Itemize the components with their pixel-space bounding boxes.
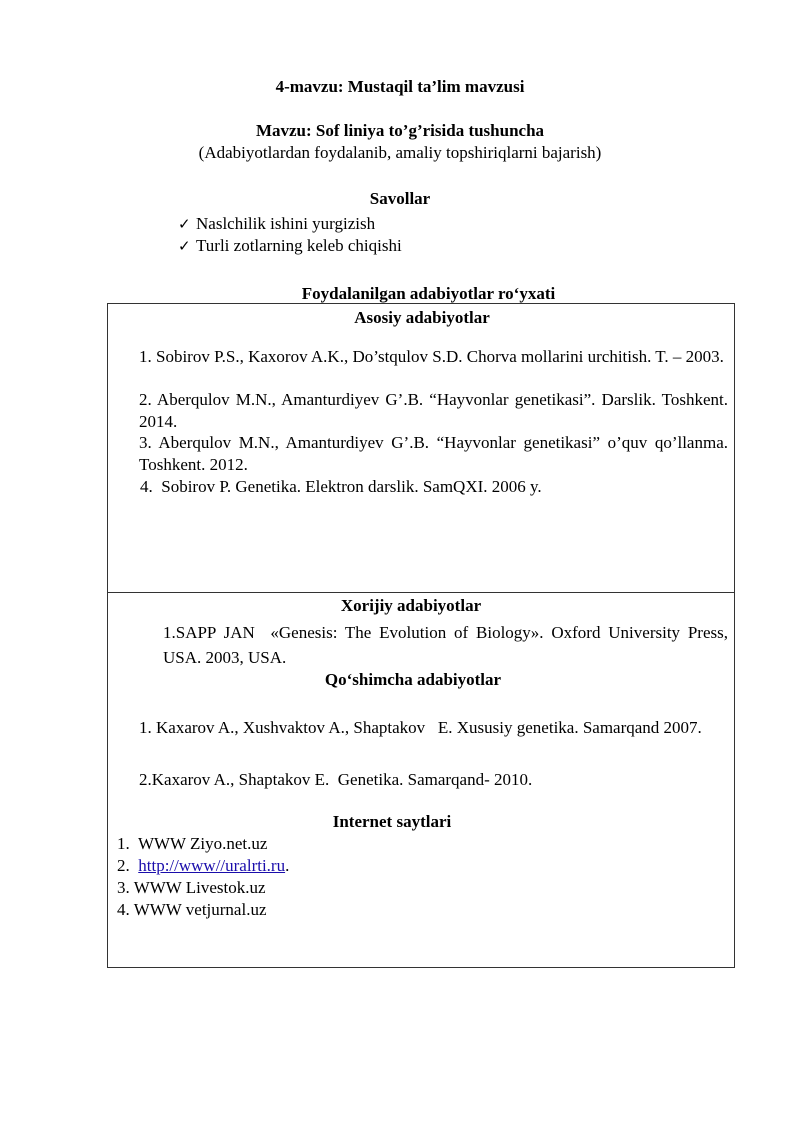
internet-site-text: 1. WWW Ziyo.net.uz: [117, 834, 268, 853]
question-item: [178, 213, 402, 235]
reference-item: 1. Sobirov P.S., Kaxorov A.K., Do’stqulov S.D. Chorva mollarini urchitish. T. – 2003.: [139, 347, 724, 366]
topic-number: 4-mavzu: Mustaqil ta’lim mavzusi: [275, 77, 525, 96]
internet-site-text: 3. WWW Livestok.uz: [117, 878, 266, 897]
reference-item: 1. Kaxarov A., Xushvaktov A., Shaptakov E. Xususiy genetika. Samarqand 2007.: [139, 718, 702, 737]
main-references-box: [107, 303, 735, 592]
references-heading: Foydalanilgan adabiyotlar ro‘yxati: [301, 284, 556, 303]
internet-site-item: [117, 899, 289, 921]
internet-sites-list: [117, 833, 289, 921]
internet-site-punct: .: [285, 856, 290, 875]
other-references-box: [107, 592, 735, 968]
question-item: [178, 235, 402, 257]
questions-list: [178, 213, 402, 257]
reference-item: 2. Aberqulov M.N., Amanturdiyev G’.B. “Hayvonlar genetikasi”. Darslik. Toshkent. 2014.: [139, 390, 728, 431]
topic-subtitle: (Adabiyotlardan foydalanib, amaliy topshiriqlarni bajarish): [198, 143, 602, 162]
additional-references-heading: Qo‘shimcha adabiyotlar: [324, 670, 502, 689]
internet-site-item: [117, 833, 289, 855]
foreign-references-heading: Xorijiy adabiyotlar: [340, 596, 482, 615]
reference-item: 1.SAPP JAN «Genesis: The Evolution of Biology». Oxford University Press, USA. 2003, USA.: [163, 623, 733, 667]
checkmark-icon: ✓: [178, 215, 191, 233]
internet-site-link[interactable]: http://www//uralrti.ru: [138, 856, 286, 875]
checkmark-icon: ✓: [178, 237, 191, 255]
internet-site-number: 2.: [117, 856, 139, 875]
main-references-heading: Asosiy adabiyotlar: [354, 308, 490, 327]
internet-site-item: [117, 877, 289, 899]
internet-site-text: 4. WWW vetjurnal.uz: [117, 900, 267, 919]
question-text: Naslchilik ishini yurgizish: [196, 214, 376, 233]
internet-site-item: [117, 855, 289, 877]
reference-item: 2.Kaxarov A., Shaptakov E. Genetika. Samarqand- 2010.: [139, 770, 533, 789]
questions-heading: Savollar: [369, 189, 431, 208]
question-text: Turli zotlarning keleb chiqishi: [196, 236, 402, 255]
reference-item: 4. Sobirov P. Genetika. Elektron darslik. SamQXI. 2006 y.: [140, 477, 542, 496]
reference-item: 3. Aberqulov M.N., Amanturdiyev G’.B. “Hayvonlar genetikasi” o’quv qo’llanma. Toshkent. 2012.: [139, 433, 728, 474]
topic-title: Mavzu: Sof liniya to’g’risida tushuncha: [255, 121, 545, 140]
internet-sites-heading: Internet saytlari: [332, 812, 452, 831]
